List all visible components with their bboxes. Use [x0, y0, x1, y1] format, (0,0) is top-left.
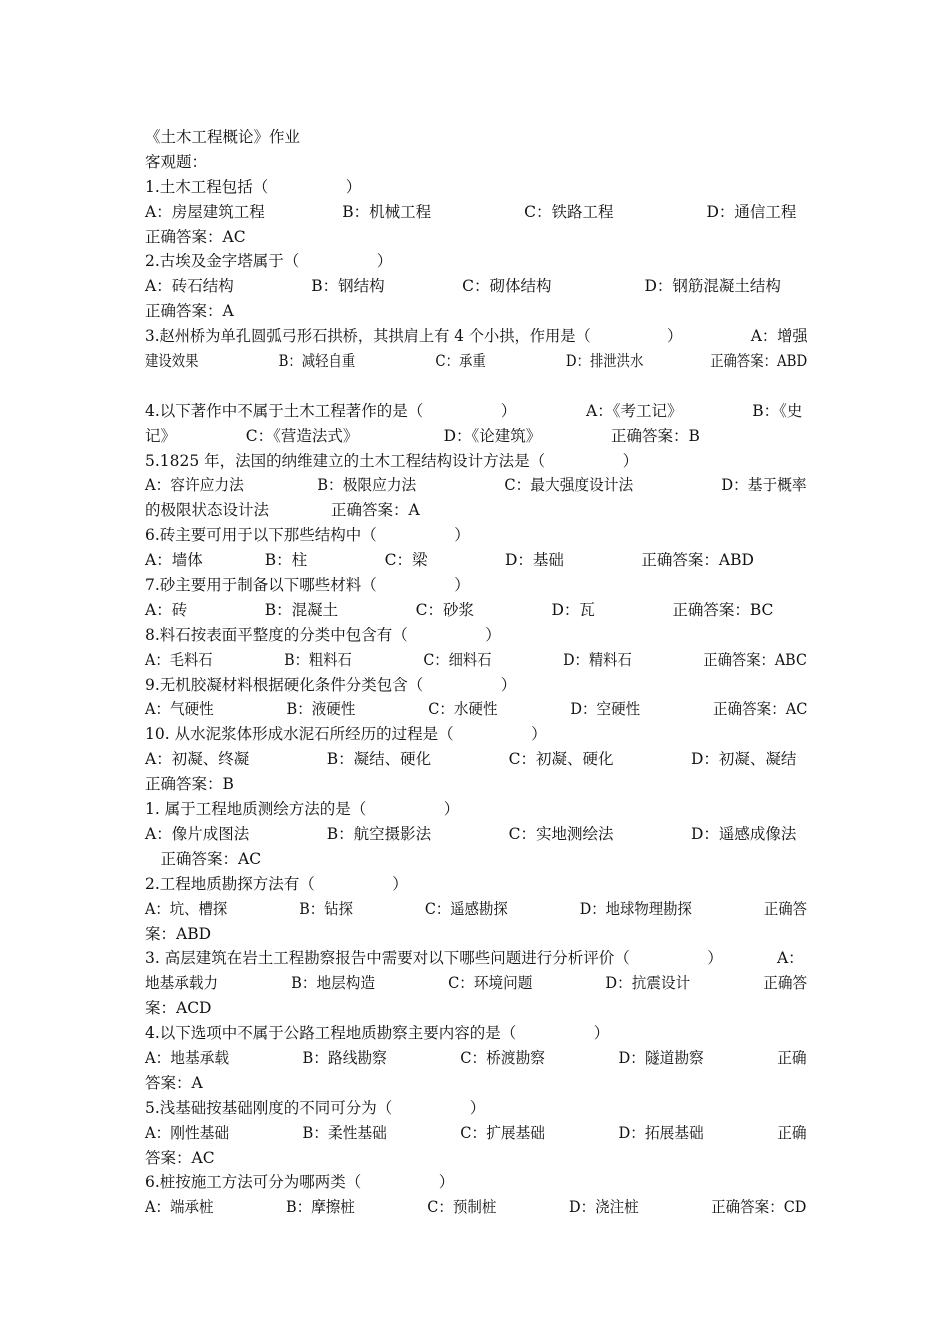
text-line: A：端承桩 B：摩擦桩 C：预制桩 D：浇注桩 正确答案：CD	[145, 1198, 807, 1217]
text-line: 建设效果 B：减轻自重 C：承重 D：排泄洪水 正确答案：ABD	[145, 352, 808, 371]
text-line: 7.砂主要用于制备以下哪些材料（ ）	[145, 576, 470, 595]
section-heading: 客观题：	[145, 152, 208, 171]
text-line	[145, 374, 807, 399]
text-line: 正确答案：A	[145, 302, 234, 321]
text-line: 2.工程地质勘探方法有（ ）	[145, 874, 408, 893]
text-line: 的极限状态设计法 正确答案：A	[145, 501, 420, 520]
text-line: A：毛料石 B：粗料石 C：细料石 D：精料石 正确答案：ABC	[145, 650, 807, 669]
text-line: 4.以下著作中不属于土木工程著作的是（ ） A：《考工记》 B：《史	[145, 401, 803, 420]
text-line: 6.砖主要可用于以下那些结构中（ ）	[145, 526, 470, 545]
text-line: A：房屋建筑工程 B：机械工程 C：铁路工程 D：通信工程	[145, 202, 797, 221]
text-line: A：气硬性 B：液硬性 C：水硬性 D：空硬性 正确答案：AC	[145, 700, 808, 719]
text-line: 6.桩按施工方法可分为哪两类（ ）	[145, 1173, 455, 1192]
text-line: A：容许应力法 B：极限应力法 C：最大强度设计法 D：基于概率	[145, 476, 807, 495]
text-line: A：墙体 B：柱 C：梁 D：基础 正确答案：ABD	[145, 551, 754, 570]
text-line: 3.赵州桥为单孔圆弧弓形石拱桥，其拱肩上有 4 个小拱，作用是（ ） A：增强	[145, 327, 808, 346]
text-line: 9.无机胶凝材料根据硬化条件分类包含（ ）	[145, 675, 517, 694]
text-line: A：初凝、终凝 B：凝结、硬化 C：初凝、硬化 D：初凝、凝结	[145, 750, 797, 769]
text-line: A：地基承载 B：路线勘察 C：桥渡勘察 D：隧道勘察 正确	[145, 1048, 807, 1067]
question-list	[145, 175, 807, 1220]
text-line: 地基承载力 B：地层构造 C：环境问题 D：抗震设计 正确答	[145, 974, 808, 993]
text-line: 8.料石按表面平整度的分类中包含有（ ）	[145, 625, 501, 644]
text-line: 案：ABD	[145, 924, 212, 943]
text-line: 1.土木工程包括（ ）	[145, 177, 362, 196]
text-line: 答案：AC	[145, 1148, 215, 1167]
text-line: 正确答案：B	[145, 775, 234, 794]
text-line: 答案：A	[145, 1073, 203, 1092]
document-title: 《土木工程概论》作业	[145, 128, 301, 146]
text-line: 记》 C：《营造法式》 D：《论建筑》 正确答案：B	[145, 426, 700, 445]
text-line: A：坑、槽探 B：钻探 C：遥感勘探 D：地球物理勘探 正确答	[145, 899, 808, 918]
text-line: 2.古埃及金字塔属于（ ）	[145, 252, 393, 271]
text-line: A：砖 B：混凝土 C：砂浆 D：瓦 正确答案：BC	[145, 600, 774, 619]
text-line: 5.浅基础按基础刚度的不同可分为（ ）	[145, 1098, 486, 1117]
text-line: A：像片成图法 B：航空摄影法 C：实地测绘法 D：遥感成像法	[145, 824, 797, 843]
text-line: 3. 高层建筑在岩土工程勘察报告中需要对以下哪些问题进行分析评价（ ） A：	[145, 949, 804, 968]
text-line: A：刚性基础 B：柔性基础 C：扩展基础 D：拓展基础 正确	[145, 1123, 807, 1142]
text-line: 案：ACD	[145, 999, 212, 1018]
text-line: 4.以下选项中不属于公路工程地质勘察主要内容的是（ ）	[145, 1024, 610, 1043]
text-line: 正确答案：AC	[145, 227, 246, 246]
text-line: 5.1825 年，法国的纳维建立的土木工程结构设计方法是（ ）	[145, 451, 639, 470]
text-line: 正确答案：AC	[145, 849, 262, 868]
document-page	[145, 125, 807, 1220]
text-line: 1. 属于工程地质测绘方法的是（ ）	[145, 800, 460, 819]
text-line: 10. 从水泥浆体形成水泥石所经历的过程是（ ）	[145, 725, 547, 744]
text-line: A：砖石结构 B：钢结构 C：砌体结构 D：钢筋混凝土结构	[145, 277, 781, 296]
